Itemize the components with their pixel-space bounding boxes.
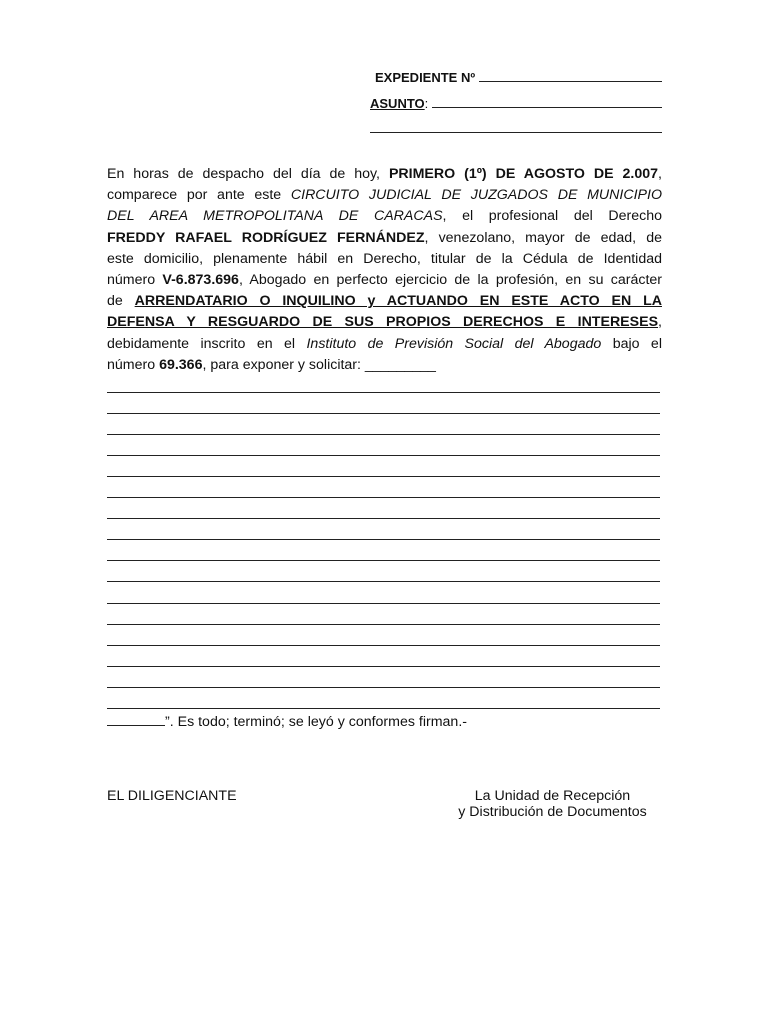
asunto-line xyxy=(370,94,662,115)
body-line xyxy=(107,312,662,333)
signature-reception-unit xyxy=(430,788,675,820)
expediente-blank xyxy=(479,68,662,82)
role-text: ARRENDATARIO O INQUILINO y ACTUANDO EN ESTE ACTO EN LA xyxy=(134,293,662,310)
body-text-segment: , xyxy=(658,314,662,331)
body-line xyxy=(107,270,662,291)
reception-unit-line2: y Distribución de Documentos xyxy=(458,804,647,820)
body-text-segment: , venezolano, mayor de edad, de xyxy=(424,229,662,246)
body-text-segment: debidamente inscrito en el xyxy=(107,335,296,352)
body-line xyxy=(107,249,662,270)
writing-line xyxy=(107,688,660,709)
writing-line xyxy=(107,498,660,519)
institute-name-text: Instituto de Previsión Social del Abogado xyxy=(306,335,602,352)
writing-line xyxy=(107,561,660,582)
body-line xyxy=(107,334,662,355)
reception-unit-line1: La Unidad de Recepción xyxy=(474,788,631,804)
body-text-segment: En horas de despacho del día de hoy, xyxy=(107,166,380,182)
writing-line xyxy=(107,604,660,625)
closing-text: ”. Es todo; terminó; se leyó y conformes firman.- xyxy=(165,714,467,730)
body-text-segment: este domicilio, plenamente hábil en Derecho, titular de la Cédula de Identidad xyxy=(107,250,662,267)
body-text-segment: , para exponer y solicitar: _________ xyxy=(202,356,436,373)
header-block xyxy=(370,68,662,133)
inscription-number-text: 69.366 xyxy=(159,356,203,373)
writing-line xyxy=(107,646,660,667)
writing-line xyxy=(107,519,660,540)
signature-diligenciante: EL DILIGENCIANTE xyxy=(107,788,237,804)
id-number-text: V-6.873.696 xyxy=(162,271,239,288)
asunto-colon: : xyxy=(424,96,429,111)
body-line xyxy=(107,185,662,206)
writing-line xyxy=(107,435,660,456)
court-name-text: CIRCUITO JUDICIAL DE JUZGADOS DE MUNICIPIO xyxy=(290,187,662,204)
body-text-segment: , xyxy=(658,166,662,182)
court-name-text: DEL AREA METROPOLITANA DE CARACAS xyxy=(107,208,443,225)
body-paragraph xyxy=(107,164,662,376)
writing-line xyxy=(107,414,660,435)
closing-blank xyxy=(107,712,165,726)
body-text-segment: número xyxy=(107,356,156,373)
role-text: DEFENSA Y RESGUARDO DE SUS PROPIOS DERECHOS E INTERESES xyxy=(107,314,659,331)
writing-line xyxy=(107,625,660,646)
writing-line xyxy=(107,540,660,561)
body-text-segment: de xyxy=(107,293,123,310)
writing-line xyxy=(107,582,660,603)
body-text-segment: , Abogado en perfecto ejercicio de la profesión, en su carácter xyxy=(238,271,662,288)
body-text-segment: comparece por ante este xyxy=(107,187,282,204)
writing-line xyxy=(107,393,660,414)
expediente-label: EXPEDIENTE Nº xyxy=(375,70,476,85)
body-text-segment: bajo el xyxy=(612,335,662,352)
asunto-continuation-rule xyxy=(370,132,662,133)
date-text: PRIMERO (1º) DE AGOSTO DE 2.007 xyxy=(388,166,659,182)
writing-line xyxy=(107,456,660,477)
asunto-blank xyxy=(432,94,662,108)
body-text-segment: número xyxy=(107,271,156,288)
writing-line xyxy=(107,372,660,393)
expediente-line xyxy=(370,68,662,89)
body-line xyxy=(107,164,662,185)
closing-line xyxy=(107,712,467,730)
writing-line xyxy=(107,667,660,688)
body-line xyxy=(107,291,662,312)
body-line xyxy=(107,228,662,249)
body-text-segment: , el profesional del Derecho xyxy=(442,208,662,225)
writing-line xyxy=(107,477,660,498)
blank-writing-lines xyxy=(107,372,660,709)
body-line xyxy=(107,206,662,227)
asunto-label: ASUNTO xyxy=(370,96,425,111)
person-name-text: FREDDY RAFAEL RODRÍGUEZ FERNÁNDEZ xyxy=(107,229,425,246)
